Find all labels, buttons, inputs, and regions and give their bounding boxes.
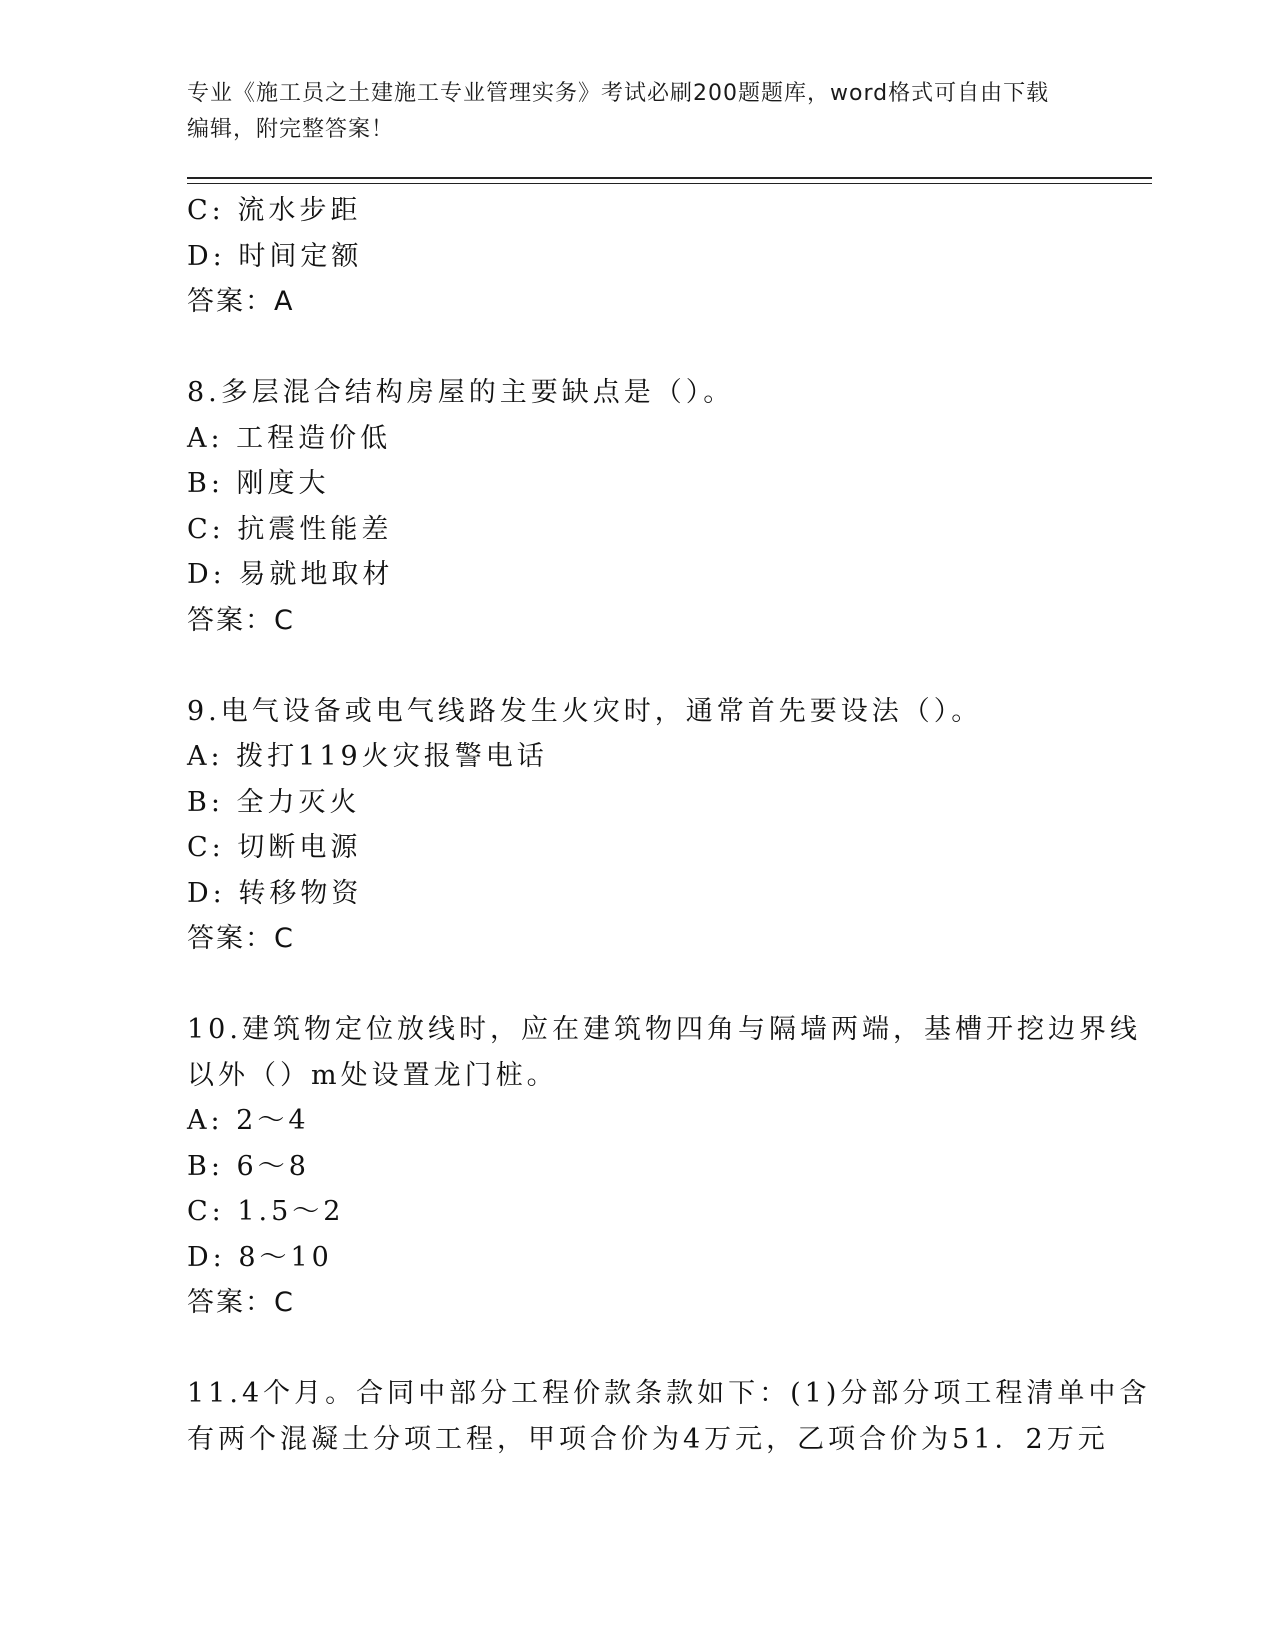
option-c: C: 抗震性能差 bbox=[187, 513, 393, 545]
question-stem-line-1: 11.4个月。合同中部分工程价款条款如下：(1)分部分项工程清单中含 bbox=[187, 1378, 1151, 1409]
option-d: D: 8～10 bbox=[187, 1241, 333, 1273]
question-10 bbox=[187, 1007, 1141, 1326]
option-c: C: 切断电源 bbox=[187, 832, 362, 863]
option-d: D: 时间定额 bbox=[187, 240, 363, 272]
answer-line: 答案：C bbox=[187, 923, 295, 954]
header-rule-thin bbox=[187, 183, 1152, 184]
option-a: A: 拨打119火灾报警电话 bbox=[187, 741, 548, 772]
question-stem-line-1: 10.建筑物定位放线时，应在建筑物四角与隔墙两端，基槽开挖边界线 bbox=[187, 1014, 1141, 1045]
document-header: 专业《施工员之土建施工专业管理实务》考试必刷200题题库，word格式可自由下载编辑，附完整答案！ bbox=[187, 81, 1050, 142]
answer-line: 答案：C bbox=[187, 1287, 295, 1318]
option-b: B: 全力灭火 bbox=[187, 786, 361, 818]
option-a: A: 2～4 bbox=[187, 1105, 310, 1136]
question-content bbox=[187, 188, 1151, 1462]
question-9 bbox=[187, 689, 1087, 962]
question-11 bbox=[187, 1371, 1151, 1462]
question-stem: 9.电气设备或电气线路发生火灾时，通常首先要设法（）。 bbox=[187, 695, 983, 727]
answer-line: 答案：A bbox=[187, 286, 295, 317]
question-stem: 8.多层混合结构房屋的主要缺点是（）。 bbox=[187, 377, 735, 408]
option-c: C: 1.5～2 bbox=[187, 1196, 345, 1227]
option-b: B: 6～8 bbox=[187, 1150, 310, 1182]
question-stem-line-2: 以外（）m处设置龙门桩。 bbox=[187, 1059, 558, 1091]
option-d: D: 转移物资 bbox=[187, 877, 363, 909]
answer-line: 答案：C bbox=[187, 604, 295, 636]
question-stem-line-2: 有两个混凝土分项工程，甲项合价为4万元，乙项合价为51．2万元 bbox=[187, 1423, 1109, 1455]
option-b: B: 刚度大 bbox=[187, 468, 330, 499]
option-c: C: 流水步距 bbox=[187, 195, 362, 226]
header-rule-thick bbox=[187, 177, 1152, 179]
question-8 bbox=[187, 370, 1087, 643]
option-d: D: 易就地取材 bbox=[187, 559, 394, 590]
option-a: A: 工程造价低 bbox=[187, 422, 392, 454]
